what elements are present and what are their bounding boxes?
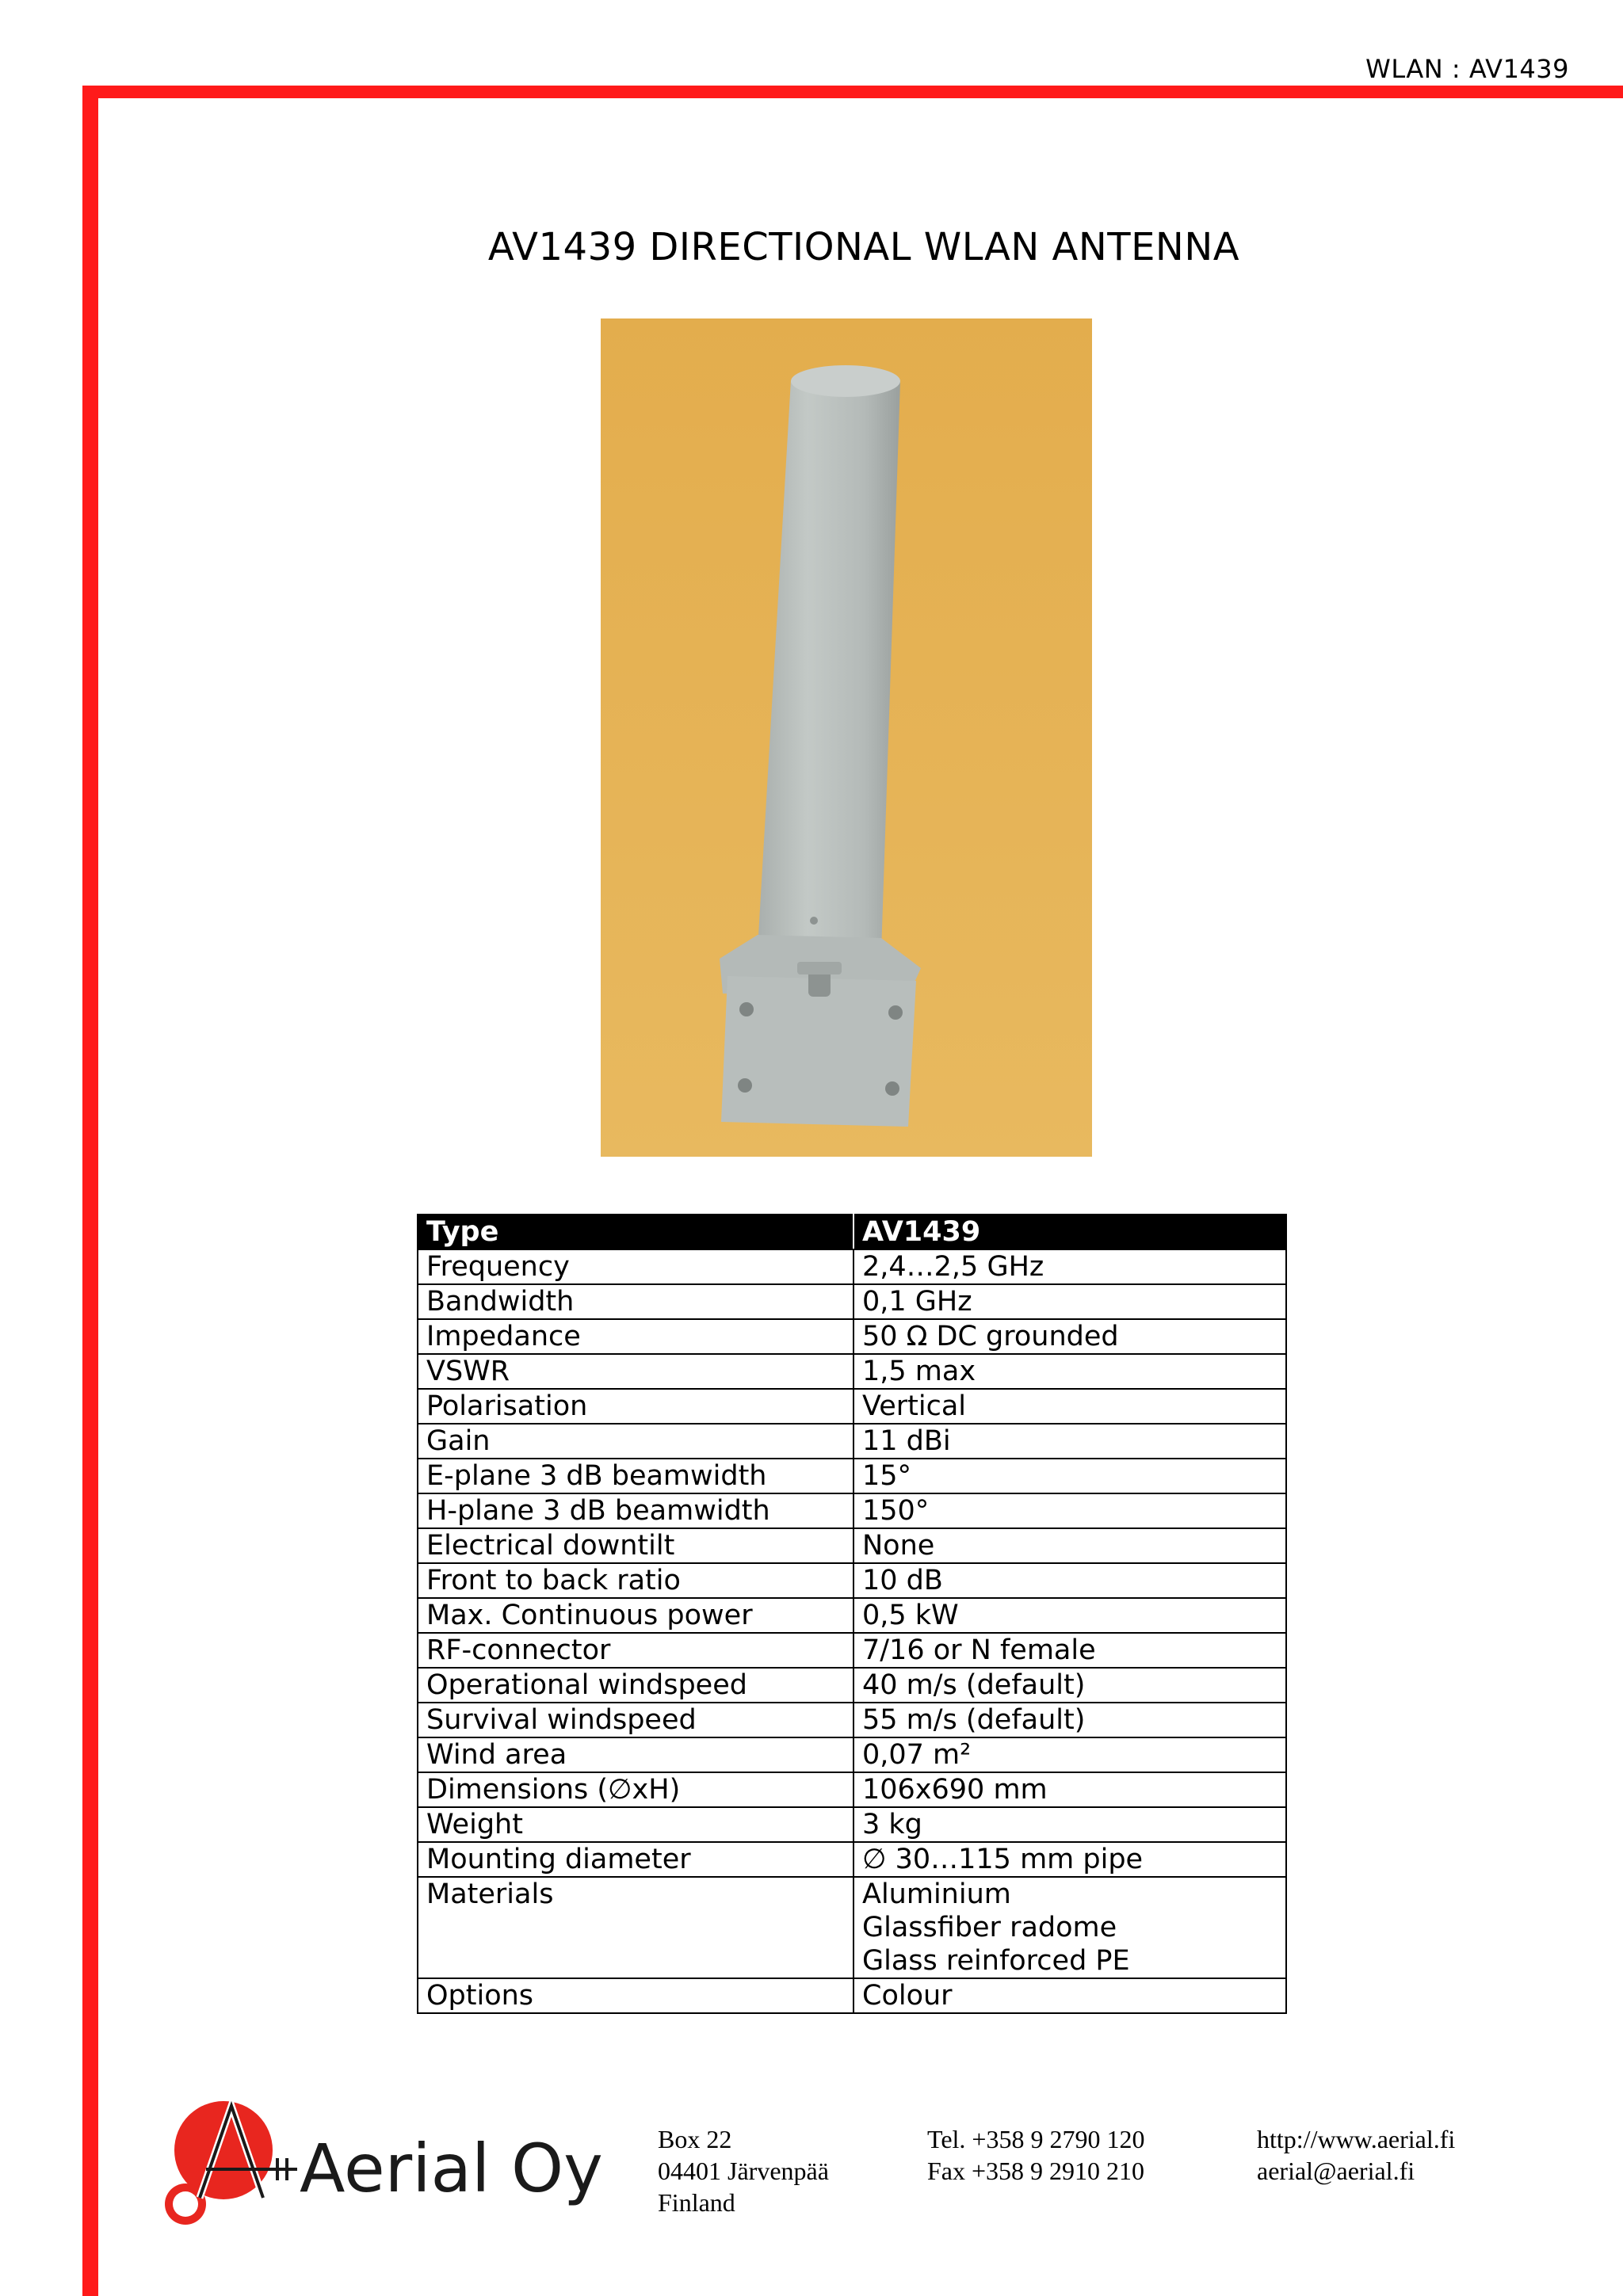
row-value: 106x690 mm bbox=[854, 1772, 1286, 1807]
table-row bbox=[418, 1528, 1286, 1563]
row-label: Frequency bbox=[418, 1249, 854, 1284]
material-item: Glass reinforced PE bbox=[862, 1945, 1130, 1977]
row-label: Survival windspeed bbox=[418, 1703, 854, 1737]
table-row bbox=[418, 1424, 1286, 1459]
address-line: Box 22 bbox=[658, 2125, 732, 2153]
row-label: E-plane 3 dB beamwidth bbox=[418, 1459, 854, 1493]
row-label: Impedance bbox=[418, 1319, 854, 1354]
table-row bbox=[418, 1249, 1286, 1284]
antenna-photo bbox=[601, 318, 1092, 1157]
email-link[interactable]: aerial@aerial.fi bbox=[1257, 2157, 1415, 2185]
table-row bbox=[418, 1978, 1286, 2013]
document-code: WLAN : AV1439 bbox=[1365, 54, 1569, 84]
footer-address bbox=[658, 2123, 829, 2218]
table-row bbox=[418, 1807, 1286, 1842]
address-line: 04401 Järvenpää bbox=[658, 2157, 829, 2185]
row-value: 0,07 m² bbox=[854, 1737, 1286, 1772]
row-value: 7/16 or N female bbox=[854, 1633, 1286, 1668]
row-value: 150° bbox=[854, 1493, 1286, 1528]
material-item: Aluminium bbox=[862, 1878, 1011, 1910]
table-row-materials bbox=[418, 1877, 1286, 1978]
table-row bbox=[418, 1459, 1286, 1493]
row-value: 0,1 GHz bbox=[854, 1284, 1286, 1319]
row-label: RF-connector bbox=[418, 1633, 854, 1668]
row-value: ∅ 30…115 mm pipe bbox=[854, 1842, 1286, 1877]
row-label: Electrical downtilt bbox=[418, 1528, 854, 1563]
header-value: AV1439 bbox=[854, 1215, 1286, 1249]
table-row bbox=[418, 1389, 1286, 1424]
row-value: 50 Ω DC grounded bbox=[854, 1319, 1286, 1354]
table-row bbox=[418, 1668, 1286, 1703]
footer-web bbox=[1257, 2123, 1455, 2187]
row-value: Colour bbox=[854, 1978, 1286, 2013]
row-label: Gain bbox=[418, 1424, 854, 1459]
website-link[interactable]: http://www.aerial.fi bbox=[1257, 2125, 1456, 2153]
table-row bbox=[418, 1633, 1286, 1668]
row-label: VSWR bbox=[418, 1354, 854, 1389]
address-line: Finland bbox=[658, 2188, 735, 2217]
row-value: 0,5 kW bbox=[854, 1598, 1286, 1633]
table-row bbox=[418, 1703, 1286, 1737]
row-value: 15° bbox=[854, 1459, 1286, 1493]
row-label: Weight bbox=[418, 1807, 854, 1842]
row-label: Dimensions (∅xH) bbox=[418, 1772, 854, 1807]
page-title: AV1439 DIRECTIONAL WLAN ANTENNA bbox=[487, 225, 1240, 269]
table-row bbox=[418, 1319, 1286, 1354]
row-label: Polarisation bbox=[418, 1389, 854, 1424]
table-row bbox=[418, 1284, 1286, 1319]
row-value: 55 m/s (default) bbox=[854, 1703, 1286, 1737]
spec-table bbox=[417, 1214, 1287, 2014]
row-label: Wind area bbox=[418, 1737, 854, 1772]
red-left-rule bbox=[82, 86, 98, 2296]
phone-line: Tel. +358 9 2790 120 bbox=[927, 2125, 1145, 2153]
company-logo bbox=[158, 2100, 634, 2234]
footer-phone bbox=[927, 2123, 1144, 2187]
svg-text:Aerial Oy: Aerial Oy bbox=[300, 2130, 603, 2207]
row-label: Bandwidth bbox=[418, 1284, 854, 1319]
row-value: 10 dB bbox=[854, 1563, 1286, 1598]
header-label: Type bbox=[418, 1215, 854, 1249]
table-row bbox=[418, 1598, 1286, 1633]
row-value: 3 kg bbox=[854, 1807, 1286, 1842]
row-label: Materials bbox=[418, 1877, 854, 1978]
row-value-materials bbox=[854, 1877, 1286, 1978]
row-label: H-plane 3 dB beamwidth bbox=[418, 1493, 854, 1528]
fax-line: Fax +358 9 2910 210 bbox=[927, 2157, 1145, 2185]
red-top-rule bbox=[82, 86, 1623, 98]
table-row bbox=[418, 1493, 1286, 1528]
table-header-row bbox=[418, 1215, 1286, 1249]
table-row bbox=[418, 1772, 1286, 1807]
table-row bbox=[418, 1842, 1286, 1877]
row-value: Vertical bbox=[854, 1389, 1286, 1424]
row-label: Mounting diameter bbox=[418, 1842, 854, 1877]
row-value: 40 m/s (default) bbox=[854, 1668, 1286, 1703]
table-row bbox=[418, 1737, 1286, 1772]
row-label: Max. Continuous power bbox=[418, 1598, 854, 1633]
row-value: 1,5 max bbox=[854, 1354, 1286, 1389]
row-value: None bbox=[854, 1528, 1286, 1563]
row-label: Options bbox=[418, 1978, 854, 2013]
row-value: 11 dBi bbox=[854, 1424, 1286, 1459]
table-row bbox=[418, 1563, 1286, 1598]
row-value: 2,4…2,5 GHz bbox=[854, 1249, 1286, 1284]
material-item: Glassfiber radome bbox=[862, 1912, 1117, 1943]
row-label: Operational windspeed bbox=[418, 1668, 854, 1703]
table-row bbox=[418, 1354, 1286, 1389]
row-label: Front to back ratio bbox=[418, 1563, 854, 1598]
